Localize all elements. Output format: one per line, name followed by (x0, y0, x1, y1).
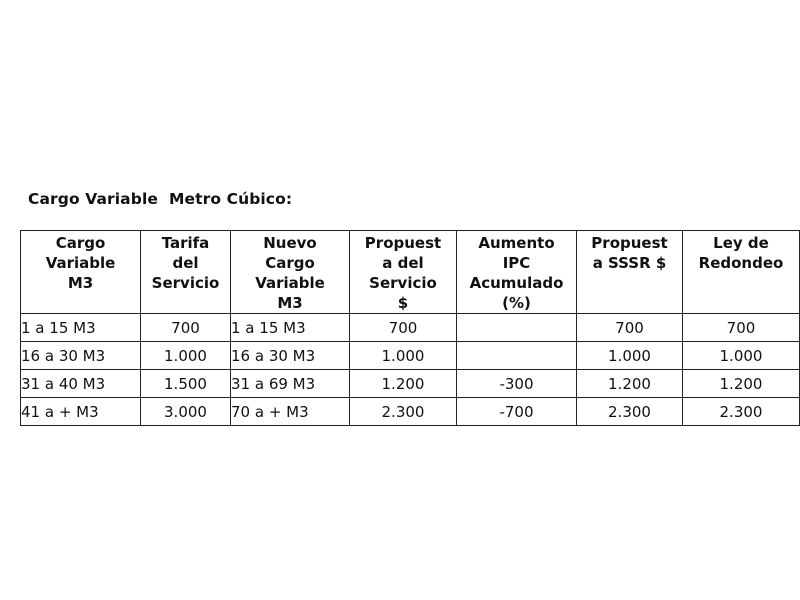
cell-propuesta-servicio: 700 (350, 314, 457, 342)
rates-table (20, 230, 800, 426)
header-line: Servicio (369, 274, 437, 292)
header-line: $ (397, 294, 409, 312)
header-line: Aumento (478, 234, 555, 252)
cell-cargo-variable: 41 a + M3 (21, 398, 141, 426)
cell-propuesta-sssr: 700 (577, 314, 683, 342)
header-line: Servicio (151, 274, 220, 292)
header-line: (%) (502, 294, 531, 312)
header-line: IPC (502, 254, 531, 272)
cell-aumento-ipc: -300 (457, 370, 577, 398)
cell-propuesta-sssr: 1.200 (577, 370, 683, 398)
cell-propuesta-servicio: 2.300 (350, 398, 457, 426)
cell-tarifa: 700 (141, 314, 231, 342)
cell-ley-redondeo: 2.300 (683, 398, 800, 426)
cell-nuevo-cargo: 70 a + M3 (231, 398, 350, 426)
header-line: Cargo (55, 234, 106, 252)
header-line: Redondeo (698, 254, 784, 272)
col-header-tarifa (141, 231, 231, 314)
col-header-ley-redondeo (683, 231, 800, 314)
header-line: Variable (255, 274, 325, 292)
col-header-cargo-variable (21, 231, 141, 314)
cell-aumento-ipc: -700 (457, 398, 577, 426)
table-header-row (21, 231, 800, 314)
cell-tarifa: 3.000 (141, 398, 231, 426)
cell-aumento-ipc (457, 342, 577, 370)
col-header-propuesta-sssr (577, 231, 683, 314)
col-header-propuesta-servicio (350, 231, 457, 314)
cell-tarifa: 1.000 (141, 342, 231, 370)
cell-ley-redondeo: 1.200 (683, 370, 800, 398)
col-header-aumento-ipc (457, 231, 577, 314)
header-line: Tarifa (161, 234, 210, 252)
section-title: Cargo Variable Metro Cúbico: (28, 190, 293, 208)
header-line: Acumulado (469, 274, 564, 292)
header-line: M3 (277, 294, 303, 312)
header-line: Ley de (713, 234, 769, 252)
cell-tarifa: 1.500 (141, 370, 231, 398)
cell-nuevo-cargo: 16 a 30 M3 (231, 342, 350, 370)
cell-cargo-variable: 31 a 40 M3 (21, 370, 141, 398)
cell-cargo-variable: 16 a 30 M3 (21, 342, 141, 370)
header-line: Propuest (364, 234, 442, 252)
table-row (21, 342, 800, 370)
cell-ley-redondeo: 1.000 (683, 342, 800, 370)
header-line: Propuest (591, 234, 668, 252)
cell-aumento-ipc (457, 314, 577, 342)
col-header-nuevo-cargo (231, 231, 350, 314)
cell-cargo-variable: 1 a 15 M3 (21, 314, 141, 342)
table-row (21, 398, 800, 426)
header-line: del (172, 254, 199, 272)
header-line: M3 (67, 274, 94, 292)
table-row (21, 314, 800, 342)
cell-nuevo-cargo: 1 a 15 M3 (231, 314, 350, 342)
cell-nuevo-cargo: 31 a 69 M3 (231, 370, 350, 398)
table-row (21, 370, 800, 398)
cell-propuesta-servicio: 1.200 (350, 370, 457, 398)
header-line: Cargo (265, 254, 315, 272)
cell-propuesta-sssr: 1.000 (577, 342, 683, 370)
header-line: a SSSR $ (592, 254, 667, 272)
header-line: Nuevo (263, 234, 317, 252)
cell-propuesta-servicio: 1.000 (350, 342, 457, 370)
header-line: a del (382, 254, 424, 272)
cell-propuesta-sssr: 2.300 (577, 398, 683, 426)
header-line: Variable (45, 254, 116, 272)
cell-ley-redondeo: 700 (683, 314, 800, 342)
